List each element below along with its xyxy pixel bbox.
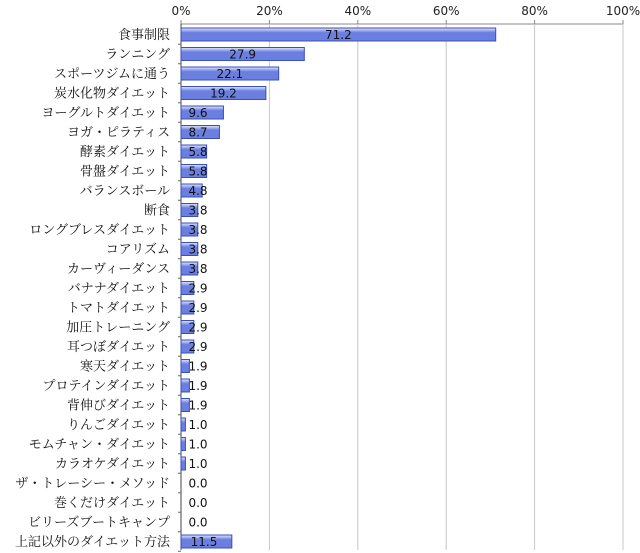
data-label: 5.8 xyxy=(188,164,208,179)
x-axis-ticks xyxy=(171,4,640,24)
category-label: ロングブレスダイエット xyxy=(29,223,170,238)
category-label: 断食 xyxy=(143,203,170,219)
category-label: 酵素ダイエット xyxy=(80,145,170,160)
data-label: 22.1 xyxy=(216,67,244,81)
category-label: コアリズム xyxy=(105,242,170,258)
category-label: りんごダイエット xyxy=(67,418,170,433)
category-label: 上記以外のダイエット方法 xyxy=(15,535,170,550)
category-label: バランスボール xyxy=(79,184,170,199)
category-label: モムチャン・ダイエット xyxy=(28,437,170,453)
category-label: 食事制限 xyxy=(117,28,170,43)
category-label: 寒天ダイエット xyxy=(80,359,170,375)
data-label: 2.9 xyxy=(188,281,208,296)
data-label: 0.0 xyxy=(188,515,208,530)
data-label: 1.0 xyxy=(188,418,208,432)
bar xyxy=(181,438,185,451)
data-label: 2.9 xyxy=(188,340,208,354)
data-label: 1.9 xyxy=(188,359,208,374)
x-tick-label: 60% xyxy=(432,4,460,18)
category-label: 骨盤ダイエット xyxy=(80,164,170,180)
bar xyxy=(181,457,185,470)
bar xyxy=(181,418,185,431)
x-tick-label: 40% xyxy=(344,4,372,18)
data-label: 1.9 xyxy=(188,379,208,393)
data-label: 2.9 xyxy=(188,301,208,315)
category-label: 耳つぼダイエット xyxy=(67,340,170,355)
bars xyxy=(181,28,496,548)
category-label: ヨガ・ピラティス xyxy=(67,125,170,141)
grid-layer xyxy=(181,24,623,550)
category-label: トマトダイエット xyxy=(67,301,170,316)
data-label: 1.0 xyxy=(188,437,208,452)
data-label: 3.8 xyxy=(188,223,208,237)
x-tick-label: 20% xyxy=(256,4,283,18)
category-label: ヨーグルトダイエット xyxy=(41,106,170,121)
category-label: ランニング xyxy=(105,47,170,63)
category-label: 加圧トレーニング xyxy=(66,320,170,336)
x-tick-label: 0% xyxy=(171,4,191,18)
data-label: 3.8 xyxy=(188,262,208,276)
data-label: 2.9 xyxy=(188,320,208,335)
data-label: 5.8 xyxy=(188,145,208,159)
category-label: カーヴィーダンス xyxy=(67,262,170,277)
data-label: 3.8 xyxy=(188,242,208,257)
category-label: 炭水化物ダイエット xyxy=(54,86,170,102)
data-label: 11.5 xyxy=(190,535,218,549)
data-label: 1.9 xyxy=(188,398,208,413)
category-label: ビリーズブートキャンプ xyxy=(28,515,170,531)
category-label: カラオケダイエット xyxy=(54,457,170,472)
data-label: 1.0 xyxy=(188,457,208,471)
data-label: 4.8 xyxy=(188,184,208,198)
x-tick-label: 80% xyxy=(521,4,548,18)
category-labels xyxy=(15,27,181,551)
x-tick-label: 100% xyxy=(605,4,640,18)
data-label: 0.0 xyxy=(188,476,208,491)
category-label: ザ・トレーシー・メソッド xyxy=(15,476,170,492)
category-label: スポーツジムに通う xyxy=(54,67,170,82)
data-label: 3.8 xyxy=(188,203,208,218)
category-label: バナナダイエット xyxy=(67,281,170,297)
data-label: 0.0 xyxy=(188,496,208,510)
category-label: 巻くだけダイエット xyxy=(54,496,170,511)
data-label: 8.7 xyxy=(188,125,208,140)
data-label: 19.2 xyxy=(210,86,237,101)
data-label: 27.9 xyxy=(229,47,257,62)
data-label: 9.6 xyxy=(188,106,208,120)
data-label: 71.2 xyxy=(324,28,352,42)
category-label: 背伸びダイエット xyxy=(67,398,170,414)
category-label: プロテインダイエット xyxy=(42,379,170,394)
